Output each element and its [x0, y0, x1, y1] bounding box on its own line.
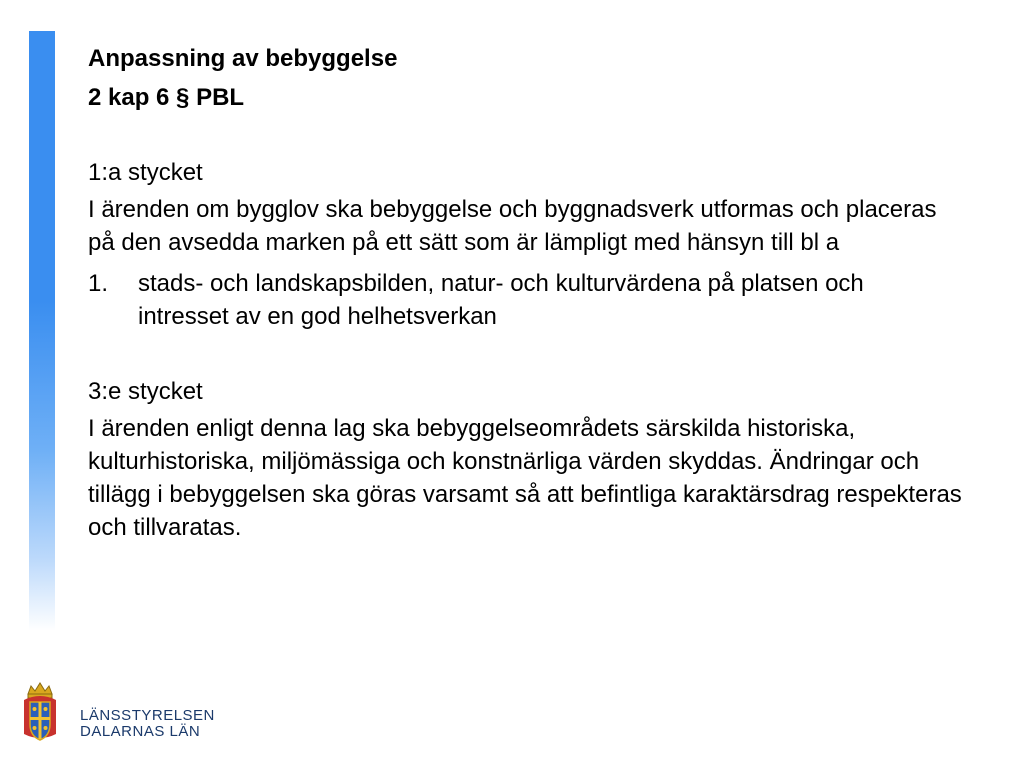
logo-line-2: DALARNAS LÄN — [80, 723, 201, 740]
section2-text: I ärenden enligt denna lag ska bebyggelseområdets särskilda historiska, kulturhistoriska, miljömässiga och konstnärliga värden skyddas. Ändringar och tillägg i bebyggelsen ska göras varsamt så att befintliga karaktärsdrag respekteras och tillvaratas. — [88, 415, 962, 541]
list-item-number: 1. — [88, 270, 109, 297]
logo-line-1: LÄNSSTYRELSEN — [80, 707, 215, 724]
accent-bar — [29, 31, 55, 631]
title-line-2: 2 kap 6 § PBL — [88, 84, 245, 111]
list-item-text: stads- och landskapsbilden, natur- och kulturvärdena på platsen och intresset av en god helhetsverkan — [138, 270, 864, 330]
list-item — [88, 267, 988, 333]
slide-content — [88, 42, 988, 544]
section1-heading: 1:a stycket — [88, 159, 203, 186]
logo-text — [80, 708, 215, 740]
section2-heading: 3:e stycket — [88, 378, 203, 405]
section1-text: I ärenden om bygglov ska bebyggelse och byggnadsverk utformas och placeras på den avsedda marken på ett sätt som är lämpligt med hänsyn till bl a — [88, 196, 937, 256]
title-line-1: Anpassning av bebyggelse — [88, 45, 398, 72]
spacer — [88, 114, 988, 156]
coat-of-arms-icon — [22, 680, 58, 750]
spacer — [88, 333, 988, 375]
organization-logo — [22, 680, 215, 752]
